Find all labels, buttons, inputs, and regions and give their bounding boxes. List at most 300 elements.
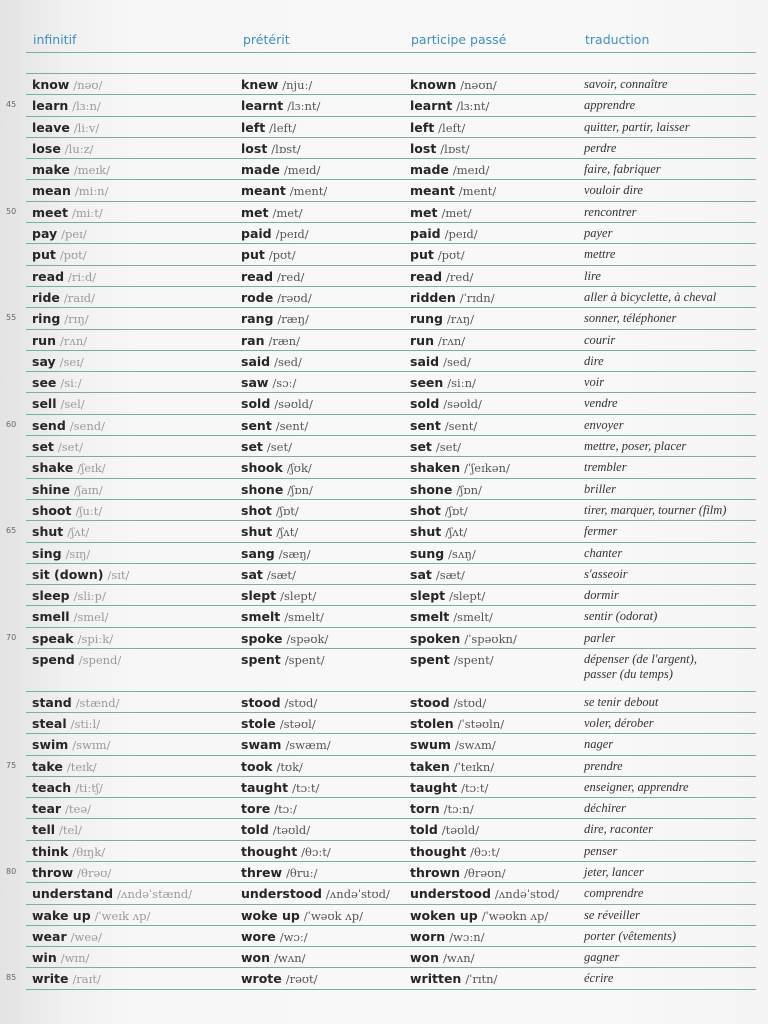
infinitive-cell: [32, 822, 82, 838]
infinitive-cell-word: meet: [32, 204, 68, 220]
infinitive-cell-phonetic: /ʃʌt/: [67, 525, 90, 540]
translation-cell: perdre: [584, 140, 617, 155]
infinitive-cell-word: run: [32, 332, 56, 348]
preterit-cell: [241, 162, 320, 178]
infinitive-cell: [32, 716, 100, 732]
infinitive-cell-word: ride: [32, 289, 60, 305]
preterit-cell-phonetic: /ʃɒn/: [287, 482, 313, 497]
table-row: [0, 457, 768, 478]
preterit-cell: [241, 460, 312, 476]
table-row: [0, 883, 768, 904]
preterit-cell-phonetic: /sent/: [275, 418, 309, 433]
infinitive-cell-word: lose: [32, 140, 61, 156]
past-participle-cell-word: stolen: [410, 715, 454, 731]
infinitive-cell-phonetic: /liːv/: [73, 120, 100, 135]
infinitive-cell-word: throw: [32, 864, 74, 880]
past-participle-cell-phonetic: /ˈrɪtn/: [465, 972, 498, 987]
infinitive-cell-word: see: [32, 375, 57, 391]
preterit-cell-phonetic: /tɔː/: [274, 802, 297, 817]
infinitive-cell-word: think: [32, 843, 69, 859]
past-participle-cell-word: learnt: [410, 98, 453, 114]
translation-cell: savoir, connaître: [584, 77, 668, 91]
infinitive-cell-word: steal: [32, 715, 67, 731]
preterit-cell-phonetic: /slept/: [280, 589, 317, 604]
header-participe-passe: participe passé: [411, 32, 507, 47]
table-row: [0, 862, 768, 883]
past-participle-cell-phonetic: /meɪd/: [452, 163, 490, 178]
past-participle-cell-word: made: [410, 162, 449, 178]
infinitive-cell: [32, 865, 111, 881]
infinitive-cell: [32, 290, 95, 306]
infinitive-cell: [32, 737, 110, 753]
infinitive-cell-phonetic: /tel/: [59, 823, 82, 838]
past-participle-cell-word: sold: [410, 396, 440, 412]
preterit-cell-phonetic: /tʊk/: [276, 759, 303, 774]
preterit-cell-phonetic: /sed/: [274, 354, 302, 369]
table-row: [0, 819, 768, 840]
translation-cell: trembler: [584, 460, 627, 475]
past-participle-cell-word: put: [410, 247, 434, 263]
table-row: [0, 223, 768, 244]
infinitive-cell-phonetic: /stiːl/: [70, 716, 101, 731]
infinitive-cell: [32, 482, 103, 498]
infinitive-cell-phonetic: /riːd/: [68, 269, 97, 284]
header-infinitif: infinitif: [33, 32, 77, 47]
preterit-cell: [241, 822, 310, 838]
table-row: [0, 287, 768, 308]
past-participle-cell: [410, 865, 506, 881]
past-participle-cell-phonetic: /ˈʃeɪkən/: [464, 461, 510, 476]
past-participle-cell-word: smelt: [410, 609, 450, 625]
infinitive-cell-word: shine: [32, 481, 71, 497]
infinitive-cell-word: stand: [32, 694, 72, 710]
infinitive-cell-phonetic: /luːz/: [64, 141, 94, 156]
infinitive-cell-word: send: [32, 417, 66, 433]
translation-cell: tirer, marquer, tourner (film): [584, 502, 727, 517]
infinitive-cell-phonetic: /siː/: [60, 376, 82, 391]
preterit-cell-word: lost: [241, 140, 268, 156]
translation-cell: porter (vêtements): [584, 928, 676, 943]
infinitive-cell: [32, 971, 101, 987]
translation-cell: chanter: [584, 545, 623, 560]
translation-cell: voler, dérober: [584, 715, 654, 730]
preterit-cell: [241, 205, 303, 221]
infinitive-cell-word: wake up: [32, 907, 91, 923]
table-header: [0, 32, 768, 52]
infinitive-cell-phonetic: /set/: [57, 440, 83, 455]
past-participle-cell-word: sung: [410, 545, 445, 561]
line-number: 65: [6, 526, 17, 536]
infinitive-cell-word: smell: [32, 609, 70, 625]
translation-cell: parler: [584, 630, 616, 645]
past-participle-cell-phonetic: /spent/: [453, 653, 494, 668]
infinitive-cell-phonetic: /sɪt/: [107, 567, 130, 582]
past-participle-cell-word: taken: [410, 758, 450, 774]
translation-cell: se réveiller: [584, 907, 640, 922]
infinitive-cell-word: ring: [32, 311, 61, 327]
infinitive-cell-word: swim: [32, 737, 69, 753]
infinitive-cell-word: tell: [32, 822, 56, 838]
translation-cell: aller à bicyclette, à cheval: [584, 289, 717, 304]
infinitive-cell: [32, 77, 102, 93]
preterit-cell-phonetic: /wɔː/: [279, 929, 308, 944]
past-participle-cell: [410, 333, 465, 349]
preterit-cell-word: rode: [241, 289, 274, 305]
table-row: [0, 585, 768, 606]
preterit-cell-word: sent: [241, 417, 272, 433]
past-participle-cell-phonetic: /təʊld/: [441, 823, 480, 838]
translation-cell: dépenser (de l'argent), passer (du temps): [584, 652, 697, 682]
table-row: [0, 692, 768, 713]
infinitive-cell-word: leave: [32, 119, 70, 135]
past-participle-cell-phonetic: /ˈspəʊkn/: [464, 631, 517, 646]
past-participle-cell: [410, 375, 476, 391]
infinitive-cell: [32, 460, 106, 476]
translation-cell: vendre: [584, 396, 618, 411]
preterit-cell-phonetic: /ræŋ/: [277, 312, 309, 327]
preterit-cell: [241, 929, 308, 945]
preterit-cell-word: shut: [241, 524, 273, 540]
past-participle-cell: [410, 183, 496, 199]
past-participle-cell: [410, 162, 489, 178]
infinitive-cell-phonetic: /stænd/: [75, 695, 120, 710]
past-participle-cell-word: run: [410, 332, 434, 348]
infinitive-cell: [32, 333, 87, 349]
translation-cell: écrire: [584, 971, 614, 986]
translation-cell: déchirer: [584, 801, 626, 816]
preterit-cell-phonetic: /lɒst/: [271, 141, 301, 156]
infinitive-cell-word: sing: [32, 545, 62, 561]
line-number: 50: [6, 206, 17, 216]
infinitive-cell: [32, 162, 110, 178]
preterit-cell-word: made: [241, 162, 280, 178]
preterit-cell: [241, 375, 296, 391]
line-number: 60: [6, 419, 17, 429]
line-number: 75: [6, 760, 17, 770]
past-participle-cell: [410, 226, 478, 242]
preterit-cell: [241, 908, 363, 924]
table-row: [0, 266, 768, 287]
table-row: [0, 436, 768, 457]
translation-cell: payer: [584, 226, 613, 241]
preterit-cell: [241, 141, 301, 157]
infinitive-cell-phonetic: /peɪ/: [61, 227, 87, 242]
infinitive-cell-word: teach: [32, 779, 72, 795]
past-participle-cell: [410, 631, 517, 647]
past-participle-cell: [410, 609, 493, 625]
infinitive-cell-phonetic: /meɪk/: [73, 163, 111, 178]
translation-cell: dormir: [584, 588, 619, 603]
preterit-cell-word: shot: [241, 502, 272, 518]
translation-cell: dire, raconter: [584, 822, 653, 837]
infinitive-cell-phonetic: /nəʊ/: [73, 78, 103, 92]
past-participle-cell-phonetic: /ˈrɪdn/: [459, 290, 495, 305]
past-participle-cell: [410, 801, 474, 817]
preterit-cell-phonetic: /səʊld/: [274, 397, 313, 412]
past-participle-cell-phonetic: /ʃʌt/: [445, 525, 468, 540]
infinitive-cell-word: shut: [32, 524, 64, 540]
table-row: [0, 479, 768, 500]
preterit-cell-word: spoke: [241, 630, 283, 646]
infinitive-cell-phonetic: /ʃeɪk/: [77, 461, 106, 476]
infinitive-cell-phonetic: /teɪk/: [66, 759, 97, 774]
table-row: [0, 649, 768, 692]
line-number: 80: [6, 866, 17, 876]
past-participle-cell-word: rung: [410, 311, 443, 327]
infinitive-cell: [32, 652, 121, 668]
preterit-cell-phonetic: /ment/: [289, 184, 328, 199]
past-participle-cell: [410, 759, 494, 775]
infinitive-cell: [32, 588, 106, 604]
infinitive-cell: [32, 844, 105, 860]
past-participle-cell-word: lost: [410, 140, 437, 156]
table-row: [0, 841, 768, 862]
table-row: [0, 777, 768, 798]
past-participle-cell-phonetic: /sæt/: [435, 567, 465, 582]
infinitive-cell: [32, 695, 120, 711]
table-row: [0, 798, 768, 819]
past-participle-cell-word: slept: [410, 588, 446, 604]
preterit-cell-word: tore: [241, 801, 271, 817]
translation-cell: voir: [584, 375, 605, 390]
preterit-cell-phonetic: /ˈwəʊk ʌp/: [303, 908, 363, 923]
infinitive-cell-word: pay: [32, 226, 58, 242]
preterit-cell-phonetic: /pʊt/: [268, 248, 296, 263]
infinitive-cell-phonetic: /weə/: [70, 929, 102, 944]
preterit-cell-word: stood: [241, 694, 281, 710]
past-participle-cell-phonetic: /nəʊn/: [460, 78, 497, 92]
preterit-cell-word: shook: [241, 460, 283, 476]
preterit-cell-phonetic: /ræn/: [268, 333, 300, 348]
preterit-cell: [241, 865, 318, 881]
past-participle-cell: [410, 588, 485, 604]
infinitive-cell: [32, 141, 94, 157]
infinitive-cell-phonetic: /lɜːn/: [72, 99, 101, 114]
preterit-cell: [241, 695, 317, 711]
preterit-cell-word: met: [241, 204, 269, 220]
infinitive-cell-word: tear: [32, 801, 62, 817]
preterit-cell-word: wore: [241, 928, 276, 944]
translation-cell: vouloir dire: [584, 183, 643, 198]
infinitive-cell-phonetic: /miːn/: [74, 184, 109, 199]
preterit-cell-phonetic: /ʃɒt/: [275, 503, 299, 518]
infinitive-cell-word: mean: [32, 183, 71, 199]
infinitive-cell: [32, 631, 113, 647]
past-participle-cell-phonetic: /stʊd/: [453, 695, 487, 710]
infinitive-cell: [32, 375, 82, 391]
preterit-cell-phonetic: /ʃʊk/: [286, 461, 312, 476]
past-participle-cell-word: spent: [410, 652, 450, 668]
past-participle-cell: [410, 844, 500, 860]
past-participle-cell-phonetic: /smelt/: [453, 610, 493, 625]
preterit-cell: [241, 801, 297, 817]
preterit-cell-word: shone: [241, 481, 284, 497]
infinitive-cell-phonetic: /smel/: [73, 610, 109, 625]
infinitive-cell: [32, 183, 108, 199]
empty-row: [26, 53, 756, 74]
preterit-cell-word: read: [241, 268, 274, 284]
past-participle-cell: [410, 98, 489, 114]
past-participle-cell-phonetic: /sent/: [444, 418, 478, 433]
past-participle-cell-phonetic: /peɪd/: [444, 227, 478, 242]
infinitive-cell-phonetic: /raɪd/: [63, 290, 96, 305]
preterit-cell: [241, 844, 331, 860]
past-participle-cell-word: seen: [410, 375, 444, 391]
preterit-cell: [241, 439, 292, 455]
infinitive-cell: [32, 503, 102, 519]
translation-cell: s'asseoir: [584, 566, 628, 581]
preterit-cell-word: won: [241, 950, 271, 966]
past-participle-cell-phonetic: /səʊld/: [443, 397, 482, 412]
past-participle-cell-word: paid: [410, 226, 441, 242]
infinitive-cell: [32, 269, 96, 285]
preterit-cell-phonetic: /left/: [269, 120, 297, 135]
past-participle-cell-word: worn: [410, 928, 446, 944]
infinitive-cell-phonetic: /miːt/: [71, 205, 103, 220]
header-preterit: prétérit: [243, 32, 290, 47]
table-row: [0, 947, 768, 968]
preterit-cell-phonetic: /red/: [277, 269, 305, 284]
preterit-cell-word: sold: [241, 396, 271, 412]
preterit-cell-phonetic: /lɜːnt/: [287, 99, 321, 114]
preterit-cell-word: spent: [241, 652, 281, 668]
past-participle-cell-phonetic: /θɔːt/: [470, 844, 500, 859]
past-participle-cell: [410, 652, 494, 668]
preterit-cell-word: sat: [241, 566, 263, 582]
infinitive-cell: [32, 311, 89, 327]
infinitive-cell: [32, 396, 85, 412]
preterit-cell-phonetic: /njuː/: [282, 78, 313, 92]
preterit-cell-phonetic: /spəʊk/: [286, 631, 329, 646]
infinitive-cell-word: know: [32, 77, 70, 92]
past-participle-cell-phonetic: /ˈstəʊln/: [457, 716, 505, 731]
past-participle-cell-phonetic: /lɒst/: [440, 141, 470, 156]
preterit-cell-word: woke up: [241, 907, 300, 923]
past-participle-cell-word: read: [410, 268, 443, 284]
past-participle-cell-phonetic: /sʌŋ/: [448, 546, 476, 561]
translation-cell: sonner, téléphoner: [584, 311, 677, 326]
preterit-cell-phonetic: /peɪd/: [275, 227, 309, 242]
infinitive-cell-phonetic: /swɪm/: [72, 738, 111, 753]
preterit-cell: [241, 120, 296, 136]
infinitive-cell-phonetic: /sɪŋ/: [65, 546, 91, 561]
past-participle-cell: [410, 908, 548, 924]
infinitive-cell-phonetic: /tiːtʃ/: [75, 780, 103, 795]
preterit-cell: [241, 950, 306, 966]
past-participle-cell-phonetic: /met/: [441, 205, 472, 220]
past-participle-cell: [410, 269, 473, 285]
table-row: [0, 926, 768, 947]
translation-cell: faire, fabriquer: [584, 162, 661, 177]
preterit-cell: [241, 311, 309, 327]
translation-cell: prendre: [584, 758, 623, 773]
preterit-cell-word: took: [241, 758, 273, 774]
infinitive-cell-phonetic: /seɪ/: [59, 354, 84, 369]
table-row: [0, 74, 768, 95]
past-participle-cell: [410, 950, 475, 966]
preterit-cell-phonetic: /wʌn/: [274, 951, 306, 966]
table-row: [0, 905, 768, 926]
preterit-cell-word: told: [241, 822, 269, 838]
infinitive-cell: [32, 98, 101, 114]
past-participle-cell: [410, 290, 495, 306]
past-participle-cell-word: spoken: [410, 630, 461, 646]
infinitive-cell: [32, 759, 97, 775]
preterit-cell-word: slept: [241, 588, 277, 604]
infinitive-cell-phonetic: /teə/: [65, 802, 92, 817]
preterit-cell: [241, 524, 298, 540]
past-participle-cell-phonetic: /ˈwəʊkn ʌp/: [481, 908, 549, 923]
infinitive-cell: [32, 524, 89, 540]
preterit-cell-phonetic: /təʊld/: [272, 823, 311, 838]
past-participle-cell: [410, 886, 559, 902]
infinitive-cell-phonetic: /sliːp/: [73, 589, 106, 604]
preterit-cell-phonetic: /stəʊl/: [279, 716, 316, 731]
translation-cell: lire: [584, 268, 601, 283]
table-row: [0, 393, 768, 414]
preterit-cell: [241, 98, 320, 114]
infinitive-cell-phonetic: /send/: [69, 418, 105, 433]
translation-cell: mettre, poser, placer: [584, 439, 687, 454]
translation-cell: gagner: [584, 950, 620, 965]
past-participle-cell-word: shaken: [410, 460, 461, 476]
past-participle-cell-phonetic: /ˈteɪkn/: [453, 759, 495, 774]
past-participle-cell: [410, 77, 497, 93]
infinitive-cell: [32, 908, 150, 924]
translation-cell: sentir (odorat): [584, 609, 658, 624]
preterit-cell: [241, 971, 318, 987]
infinitive-cell: [32, 801, 91, 817]
past-participle-cell: [410, 695, 486, 711]
table-row: [0, 500, 768, 521]
table-row: [0, 372, 768, 393]
preterit-cell: [241, 716, 316, 732]
preterit-cell: [241, 886, 390, 902]
past-participle-cell: [410, 971, 497, 987]
table-row: [0, 756, 768, 777]
preterit-cell-word: paid: [241, 226, 272, 242]
preterit-cell-word: swam: [241, 737, 282, 753]
infinitive-cell-word: put: [32, 247, 56, 263]
infinitive-cell-word: win: [32, 950, 57, 966]
past-participle-cell-word: sat: [410, 566, 432, 582]
infinitive-cell: [32, 546, 90, 562]
table-row: [0, 244, 768, 265]
infinitive-cell-word: say: [32, 353, 56, 369]
table-row: [0, 713, 768, 734]
past-participle-cell-word: ridden: [410, 289, 456, 305]
past-participle-cell: [410, 503, 468, 519]
past-participle-cell-word: shot: [410, 502, 441, 518]
infinitive-cell-word: learn: [32, 98, 69, 114]
past-participle-cell-phonetic: /sed/: [443, 354, 471, 369]
infinitive-cell-word: sleep: [32, 588, 70, 604]
infinitive-cell-phonetic: /spiːk/: [77, 631, 114, 646]
preterit-cell-word: learnt: [241, 98, 284, 114]
translation-cell: enseigner, apprendre: [584, 779, 689, 794]
past-participle-cell: [410, 247, 465, 263]
past-participle-cell-word: left: [410, 119, 435, 135]
past-participle-cell-phonetic: /red/: [446, 269, 474, 284]
past-participle-cell-phonetic: /tɔːt/: [461, 780, 489, 795]
past-participle-cell: [410, 567, 465, 583]
preterit-cell-word: wrote: [241, 971, 282, 987]
past-participle-cell: [410, 439, 461, 455]
preterit-cell: [241, 503, 299, 519]
preterit-cell: [241, 759, 303, 775]
past-participle-cell: [410, 460, 510, 476]
infinitive-cell: [32, 418, 105, 434]
